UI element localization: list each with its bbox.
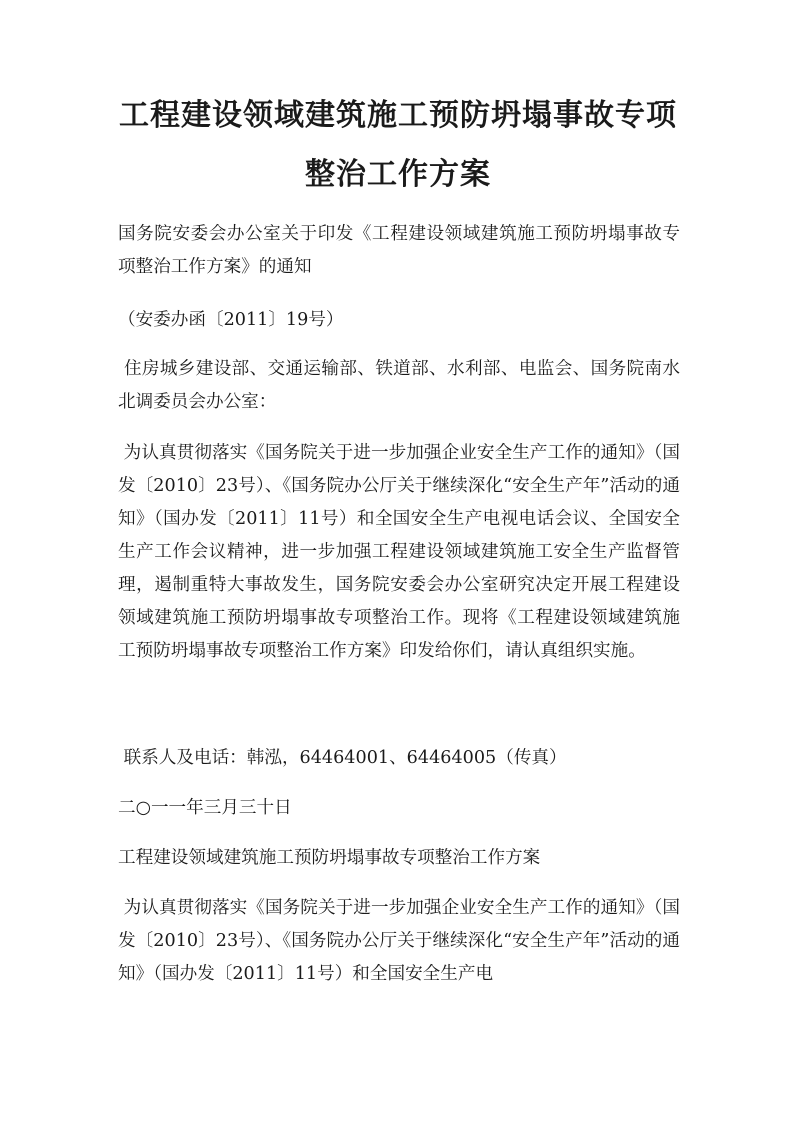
plan-title: 工程建设领域建筑施工预防坍塌事故专项整治工作方案 bbox=[118, 848, 541, 868]
contact-info: 联系人及电话：韩泓，64464001、64464005（传真） bbox=[118, 748, 567, 768]
notice-body: 为认真贯彻落实《国务院关于进一步加强企业安全生产工作的通知》（国发〔2010〕23号）、《国务院办公厅关于继续深化“安全生产年”活动的通知》（国办发〔2011〕11号）和全国安全生产电视电话会议、全国安全生产工作会议精神，进一步加强工程建设领域建筑施工安全生产监督管理，遏制重特大事故发生，国务院安委会办公室研究决定开展工程建设领域建筑施工预防坍塌事故专项整治工作。现将《工程建设领域建筑施工预防坍塌事故专项整治工作方案》印发给你们，请认真组织实施。 bbox=[118, 443, 680, 661]
notice-heading: 国务院安委会办公室关于印发《工程建设领域建筑施工预防坍塌事故专项整治工作方案》的通知 bbox=[118, 224, 680, 277]
document-title-line-1: 工程建设领域建筑施工预防坍塌事故专项 bbox=[119, 98, 677, 133]
issue-date: 二○一一年三月三十日 bbox=[118, 798, 292, 818]
document-number: （安委办函〔2011〕19号） bbox=[118, 310, 344, 330]
recipients: 住房城乡建设部、交通运输部、铁道部、水利部、电监会、国务院南水北调委员会办公室： bbox=[118, 359, 680, 412]
document-title-line-2: 整治工作方案 bbox=[305, 157, 491, 192]
plan-body: 为认真贯彻落实《国务院关于进一步加强企业安全生产工作的通知》（国发〔2010〕23号）、《国务院办公厅关于继续深化“安全生产年”活动的通知》（国办发〔2011〕11号）和全国安全生产电 bbox=[118, 898, 680, 984]
